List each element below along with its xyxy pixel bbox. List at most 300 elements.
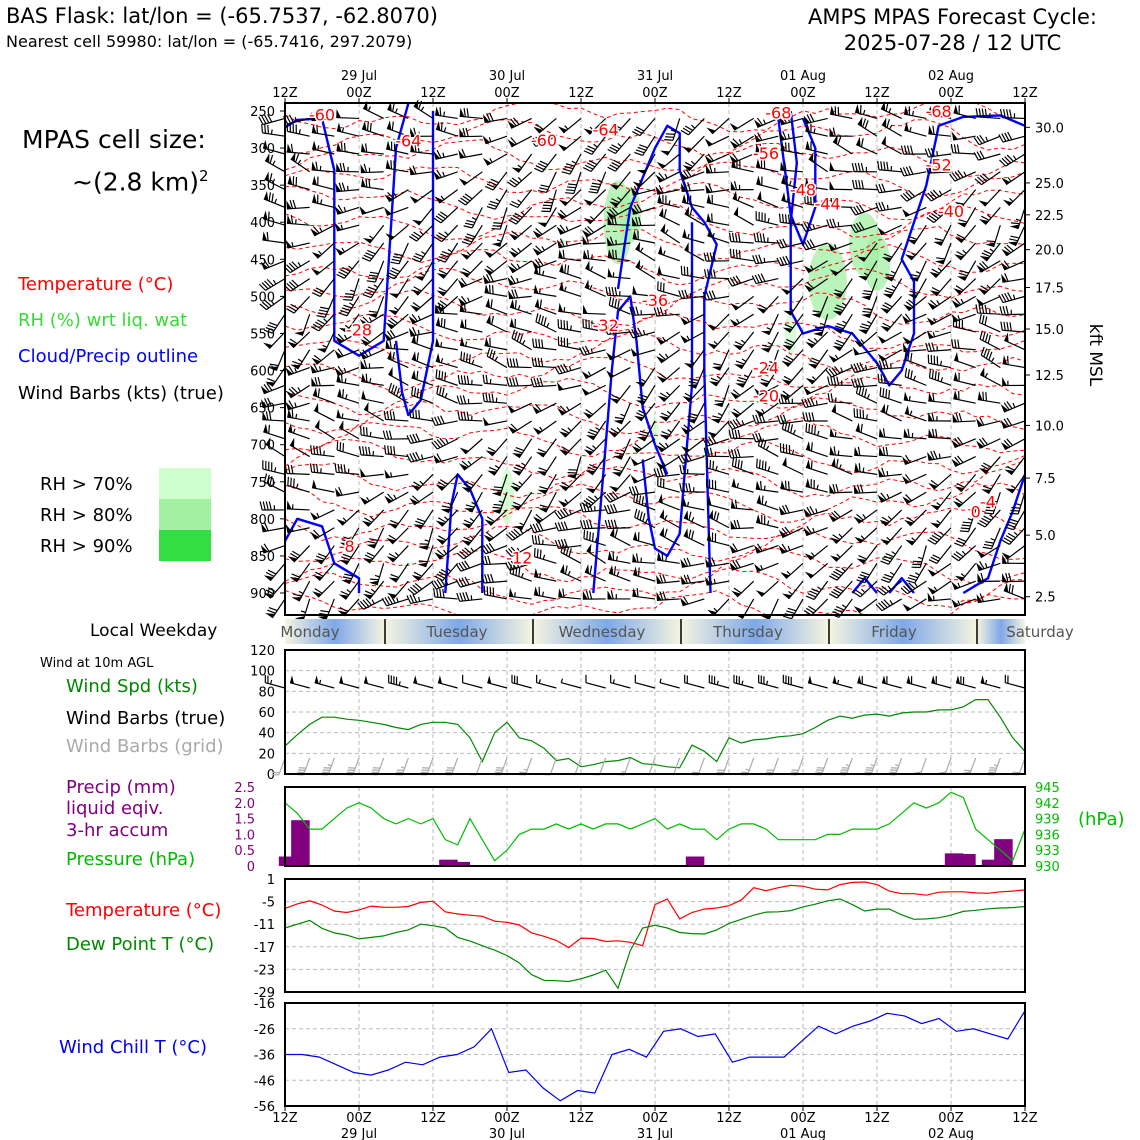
wind-barb-flag xyxy=(757,494,761,504)
wind-barb-full xyxy=(493,507,502,508)
wind-barb-full xyxy=(535,535,536,544)
wind-barb-flag xyxy=(492,491,502,496)
wind-barb-half xyxy=(466,342,467,347)
wind-barb-half xyxy=(867,321,871,323)
wind-barb-half xyxy=(889,108,891,112)
wind-barb-staff xyxy=(559,271,581,278)
wind-barb-full xyxy=(442,388,444,397)
wind-barb-half xyxy=(490,158,492,162)
wind-barb-full xyxy=(410,595,414,603)
wind-barb-full xyxy=(462,242,470,245)
wind-barb-half xyxy=(692,517,694,521)
wind-barb-staff xyxy=(609,573,630,581)
wind-barb-full xyxy=(345,143,346,152)
wind-barb-full xyxy=(684,266,685,275)
wind-barb-staff xyxy=(485,293,507,297)
wind-barb-full xyxy=(859,556,867,560)
wind-barb-full xyxy=(711,269,713,278)
wind-barb-full xyxy=(955,339,956,348)
wind-barb-full xyxy=(861,378,864,386)
wind-barb-staff xyxy=(304,758,310,775)
wind-barb-staff xyxy=(830,436,853,439)
wind-barb-staff xyxy=(536,322,556,332)
wind-barb-full xyxy=(486,375,487,384)
wind-barb-half xyxy=(374,285,378,288)
wind-barb-staff xyxy=(288,368,309,376)
wind-barb-full xyxy=(319,310,328,312)
wind-barb-half xyxy=(299,129,300,134)
wind-barb-staff xyxy=(534,544,557,546)
wind-barb-full xyxy=(836,607,844,610)
wind-barb-staff xyxy=(608,510,631,514)
wind-barb-full xyxy=(292,361,300,364)
wind-barb-full xyxy=(288,465,290,474)
wind-barb-full xyxy=(568,184,577,185)
wind-barb-full xyxy=(485,186,493,190)
wind-barb-staff xyxy=(956,683,976,688)
wind-barb-half xyxy=(940,532,943,535)
wind-barb-half xyxy=(395,108,397,112)
wind-barb-full xyxy=(566,547,568,555)
wind-barb-half xyxy=(372,600,374,604)
wind-barb-full xyxy=(1007,322,1008,331)
wind-barb-half xyxy=(842,568,846,571)
wind-barb-flag xyxy=(287,409,292,418)
wind-barb-full xyxy=(489,204,497,207)
wind-barb-flag xyxy=(583,250,588,259)
wind-barb-full xyxy=(591,186,600,187)
wind-barb-full xyxy=(905,368,906,377)
wind-barb-full xyxy=(440,387,442,396)
wind-barb-full xyxy=(756,415,759,423)
wind-barb-full xyxy=(489,467,497,470)
wind-barb-full xyxy=(342,374,343,383)
temperature-contour xyxy=(285,461,1025,498)
wind-barb-flag xyxy=(1001,249,1010,256)
wind-barb-staff xyxy=(959,546,976,561)
wind-barb-staff xyxy=(484,401,507,403)
wind-barb-half xyxy=(812,377,815,380)
wind-barb-full xyxy=(736,361,744,364)
wind-barb-full xyxy=(812,425,813,434)
wind-barb-full xyxy=(343,577,352,579)
wind-barb-full xyxy=(983,392,984,401)
wind-barb-full xyxy=(590,430,598,433)
wind-barb-full xyxy=(339,313,347,316)
wind-barb-full xyxy=(865,389,867,398)
wind-barb-staff xyxy=(855,417,877,421)
pressure-tick-label-right: 939 xyxy=(1035,812,1060,828)
wind-barb-half xyxy=(761,565,763,569)
wind-barb-half xyxy=(273,161,275,165)
wind-barb-full xyxy=(929,369,930,378)
wind-barb-full xyxy=(292,574,300,577)
legend-rh90: RH > 90% xyxy=(40,536,133,557)
wind-barb-half xyxy=(910,127,911,132)
wind-barb-flag xyxy=(585,470,595,475)
wind-barb-full xyxy=(908,578,916,581)
wind-barb-full xyxy=(1008,356,1009,365)
wind-barb-half xyxy=(918,557,923,558)
wind-barb-full xyxy=(370,272,379,273)
wind-barb-staff xyxy=(584,350,606,356)
wind-barb-full xyxy=(584,530,585,539)
wind-barb-full xyxy=(439,305,440,314)
wind-barb-half xyxy=(520,523,524,525)
wind-barb-full xyxy=(657,468,660,476)
wind-barb-full xyxy=(886,288,894,291)
wind-barb-half xyxy=(397,598,398,603)
wind-barb-staff xyxy=(810,546,828,560)
wind-barb-full xyxy=(266,501,268,510)
wind-barb-staff xyxy=(1005,683,1025,688)
wind-barb-staff xyxy=(514,243,532,257)
wind-barb-flag xyxy=(487,675,491,683)
temperature-contour-label: -64 xyxy=(395,131,422,151)
wind-barb-full xyxy=(536,313,538,322)
wind-barb-staff xyxy=(960,243,975,260)
wind-barb-full xyxy=(561,522,564,530)
wind-barb-staff xyxy=(981,355,1000,367)
wind-barb-full xyxy=(878,374,879,383)
wind-barb-full xyxy=(985,542,994,543)
wind-barb-flag xyxy=(682,146,691,152)
wind-barb-half xyxy=(522,573,524,577)
top-time-tick: 12Z xyxy=(1012,86,1038,101)
wind-barb-half xyxy=(349,266,353,269)
wind-barb-full xyxy=(737,380,745,382)
wind-barb-full xyxy=(343,389,344,398)
bottom-day-label: 01 Aug xyxy=(779,1127,827,1140)
weekday-label: Local Weekday xyxy=(90,621,218,641)
wind-barb-staff xyxy=(833,683,853,688)
wind-barb-half xyxy=(842,605,846,608)
wind-barb-staff xyxy=(509,367,532,368)
wind-barb-staff xyxy=(661,439,680,452)
wind-barb-full xyxy=(761,481,762,490)
wind-barb-flag xyxy=(337,388,342,398)
wind-barb-half xyxy=(867,394,869,398)
wind-barb-half xyxy=(445,232,448,235)
wind-barb-half xyxy=(617,572,619,576)
wind-barb-full xyxy=(260,501,262,510)
wind-barb-flag xyxy=(657,265,662,274)
top-time-tick: 00Z xyxy=(790,86,816,101)
wind-barb-half xyxy=(444,550,447,554)
wind-barb-full xyxy=(588,250,589,259)
wind-barb-staff xyxy=(465,439,482,454)
wind-barb-full xyxy=(410,435,414,443)
wind-barb-full xyxy=(1010,109,1012,118)
wind-barb-half xyxy=(320,366,321,371)
wind-barb-staff xyxy=(943,243,951,264)
wind-barb-flag xyxy=(511,168,521,173)
wind-barb-flag xyxy=(808,675,812,683)
wind-barb-flag xyxy=(363,594,373,599)
wind-barb-staff xyxy=(707,468,729,474)
wind-barb-staff xyxy=(521,510,531,530)
wind-barb-full xyxy=(515,331,518,339)
wind-barb-full xyxy=(516,377,518,385)
wind-barb-staff xyxy=(518,154,531,173)
wind-barb-flag xyxy=(608,551,613,560)
wind-barb-flag xyxy=(339,675,343,683)
wind-barb-full xyxy=(714,270,716,279)
wind-barb-half xyxy=(518,200,522,203)
wind-barb-flag xyxy=(388,310,398,315)
temp-tick-label: -11 xyxy=(253,918,275,934)
wind-barb-full xyxy=(831,377,833,386)
wind-barb-staff xyxy=(953,327,975,332)
wind-barb-staff xyxy=(386,348,409,350)
wind-barb-full xyxy=(335,464,336,473)
wind-barb-full xyxy=(878,161,879,170)
wind-barb-staff xyxy=(515,172,532,187)
wind-barb-full xyxy=(757,459,758,468)
temperature-contour-label: -60 xyxy=(308,105,336,125)
wind-barb-full xyxy=(341,557,349,560)
wind-barb-full xyxy=(514,467,522,470)
temperature-contour-label: -52 xyxy=(925,155,952,175)
wind-barb-half xyxy=(742,681,743,685)
wind-barb-full xyxy=(730,249,731,258)
wind-barb-half xyxy=(369,351,371,355)
wind-barb-full xyxy=(662,552,663,561)
wind-barb-full xyxy=(861,138,863,147)
wind-barb-half xyxy=(718,413,722,415)
wind-barb-staff xyxy=(361,435,384,439)
wind-barb-half xyxy=(666,392,669,395)
wind-barb-half xyxy=(714,579,715,584)
wind-barb-full xyxy=(367,427,368,436)
wind-barb-full xyxy=(441,318,442,327)
wind-barb-full xyxy=(811,442,812,451)
wind-barb-full xyxy=(789,481,790,490)
wind-barb-full xyxy=(390,340,391,349)
wind-barb-staff xyxy=(337,417,359,421)
wind-barb-full xyxy=(439,370,440,379)
wind-barb-flag xyxy=(659,416,669,421)
wind-barb-staff xyxy=(472,207,482,227)
wind-barb-full xyxy=(414,256,422,259)
wind-barb-staff xyxy=(707,236,729,243)
wind-barb-full xyxy=(1008,522,1016,525)
wind-barb-staff xyxy=(781,452,803,457)
wind-barb-full xyxy=(539,339,540,348)
wind-barb-staff xyxy=(464,546,482,559)
wind-barb-full xyxy=(586,148,594,152)
wind-barb-staff xyxy=(290,683,310,688)
wind-barb-full xyxy=(976,304,978,313)
wind-barb-staff xyxy=(558,528,581,531)
wind-barb-flag xyxy=(558,303,563,312)
wind-barb-full xyxy=(414,388,415,397)
wind-barb-full xyxy=(441,122,442,131)
wind-barb-flag xyxy=(954,486,964,492)
wind-barb-half xyxy=(646,519,648,523)
wind-barb-staff xyxy=(339,683,359,688)
pressure-tick-label-right: 933 xyxy=(1035,844,1060,860)
wind-barb-half xyxy=(271,680,272,684)
wind-barb-full xyxy=(837,377,839,386)
wind-barb-staff xyxy=(534,366,557,367)
wind-barb-full xyxy=(469,354,470,363)
wind-barb-staff xyxy=(684,314,704,324)
wind-barb-staff xyxy=(934,474,951,489)
wind-barb-full xyxy=(911,370,912,379)
wind-barb-full xyxy=(936,258,945,259)
wind-barb-full xyxy=(514,450,522,453)
wind-barb-half xyxy=(985,373,987,377)
wind-barb-staff xyxy=(787,279,803,295)
wind-barb-full xyxy=(343,163,345,172)
wind-barb-half xyxy=(273,280,275,284)
wind-barb-half xyxy=(787,571,790,575)
wind-barb-half xyxy=(444,112,445,117)
wind-barb-full xyxy=(1011,223,1020,224)
wind-barb-full xyxy=(1003,306,1005,315)
wind-barb-full xyxy=(341,591,349,594)
wind-barb-full xyxy=(759,255,762,263)
wind-barb-full xyxy=(635,486,638,494)
wind-barb-flag xyxy=(609,486,619,492)
cell-size-sup: 2 xyxy=(199,167,209,185)
wind-barb-flag xyxy=(730,303,739,310)
wind-barb-staff xyxy=(954,314,975,322)
pressure-tick-label: 900 xyxy=(250,587,275,602)
wind-barb-full xyxy=(510,358,512,367)
wind-barb-staff xyxy=(905,377,926,386)
wind-barb-half xyxy=(596,427,600,430)
wind-barb-staff xyxy=(833,142,852,154)
wind-barb-full xyxy=(640,512,642,521)
wind-barb-full xyxy=(415,254,423,257)
wind-barb-staff xyxy=(435,115,458,118)
wind-barb-staff xyxy=(466,261,482,277)
kft-tick-label: 17.5 xyxy=(1035,281,1064,297)
wind-barb-half xyxy=(446,439,448,443)
wind-barb-staff xyxy=(487,683,507,688)
wind-barb-staff xyxy=(880,396,902,403)
wind-barb-full xyxy=(1010,322,1011,331)
wind-barb-full xyxy=(563,250,564,259)
wind-barb-staff xyxy=(683,172,704,180)
temp-tick-label: -29 xyxy=(253,986,275,1001)
wind-barb-half xyxy=(892,552,896,555)
wind-barb-flag xyxy=(460,253,469,259)
wind-barb-half xyxy=(765,501,767,505)
wind-barb-flag xyxy=(436,290,446,296)
wind-barb-full xyxy=(887,162,888,171)
wind-barb-staff xyxy=(534,528,556,533)
wind-barb-flag xyxy=(632,588,637,597)
wind-barb-staff xyxy=(386,419,409,421)
wind-barb-full xyxy=(984,349,987,357)
wind-barb-full xyxy=(443,589,444,598)
wind-barb-staff xyxy=(886,528,901,545)
wind-barb-full xyxy=(954,144,956,153)
wind-barb-staff xyxy=(879,207,902,211)
wind-barb-full xyxy=(539,315,541,324)
temperature-contour-label: -20 xyxy=(752,386,780,406)
wind-barb-staff xyxy=(501,758,507,775)
wind-barb-staff xyxy=(445,243,457,262)
wind-barb-full xyxy=(584,520,586,528)
precip-label-1: Precip (mm) xyxy=(66,777,176,798)
wind-barb-staff xyxy=(713,314,729,330)
wind-barb-staff xyxy=(884,581,902,595)
wind-barb-half xyxy=(594,144,598,147)
wind-barb-half xyxy=(296,414,297,419)
wind-barb-full xyxy=(390,520,398,523)
wind-barb-full xyxy=(808,594,816,597)
wind-barb-full xyxy=(757,233,758,242)
wind-barb-half xyxy=(937,503,941,506)
wind-barb-half xyxy=(665,515,667,519)
wind-barb-staff xyxy=(374,528,384,549)
wind-barb-staff xyxy=(361,455,384,457)
wind-barb-full xyxy=(983,547,992,548)
wind-barb-staff xyxy=(757,467,779,474)
wind-barb-full xyxy=(467,234,475,237)
wind-barb-full xyxy=(689,530,691,539)
wind-barb-staff xyxy=(961,563,975,581)
wind-barb-staff xyxy=(736,403,754,418)
wind-barb-flag xyxy=(928,392,933,401)
wind-barb-half xyxy=(1014,532,1017,535)
wind-barb-staff xyxy=(364,683,384,688)
wind-barb-staff xyxy=(634,502,655,510)
wind-barb-full xyxy=(492,393,493,402)
wind-barb-staff xyxy=(561,552,581,563)
wind-barb-full xyxy=(393,411,394,420)
wind-barb-staff xyxy=(879,190,902,193)
wind-barb-full xyxy=(712,290,715,298)
wind-barb-flag xyxy=(559,200,568,206)
wind-barb-full xyxy=(982,305,984,314)
wind-barb-half xyxy=(368,107,370,111)
wind-barb-staff xyxy=(937,510,951,528)
wind-barb-half xyxy=(691,125,694,128)
wind-barb-staff xyxy=(519,457,532,476)
wind-barb-full xyxy=(715,401,724,402)
kft-tick-label: 20.0 xyxy=(1035,243,1064,259)
wind-barb-staff xyxy=(635,683,655,688)
wind-barb-full xyxy=(320,446,321,455)
wind-barb-staff xyxy=(642,368,655,387)
wind-barb-half xyxy=(994,765,998,766)
subtitle-left: Nearest cell 59980: lat/lon = (-65.7416, 297.2079) xyxy=(6,32,413,51)
wind-barb-full xyxy=(689,483,691,492)
temperature-contour-label: -44 xyxy=(814,194,841,214)
windchill-tick-label: -46 xyxy=(253,1074,275,1090)
wind-barb-staff xyxy=(1002,330,1025,332)
wind-barb-half xyxy=(962,551,965,555)
wind-barb-full xyxy=(391,160,392,169)
wind-barb-full xyxy=(393,257,402,259)
wind-barb-staff xyxy=(637,439,655,453)
wind-barb-half xyxy=(838,222,839,227)
wind-barb-half xyxy=(687,336,689,340)
wind-barb-flag xyxy=(608,268,613,277)
wind-barb-staff xyxy=(460,345,482,350)
wind-barb-half xyxy=(1013,403,1015,407)
kft-tick-label: 5.0 xyxy=(1035,529,1056,545)
wind-barb-full xyxy=(615,529,617,538)
wind-barb-half xyxy=(323,345,327,347)
wind-barb-flag xyxy=(460,337,465,346)
wind-barb-full xyxy=(984,251,992,255)
